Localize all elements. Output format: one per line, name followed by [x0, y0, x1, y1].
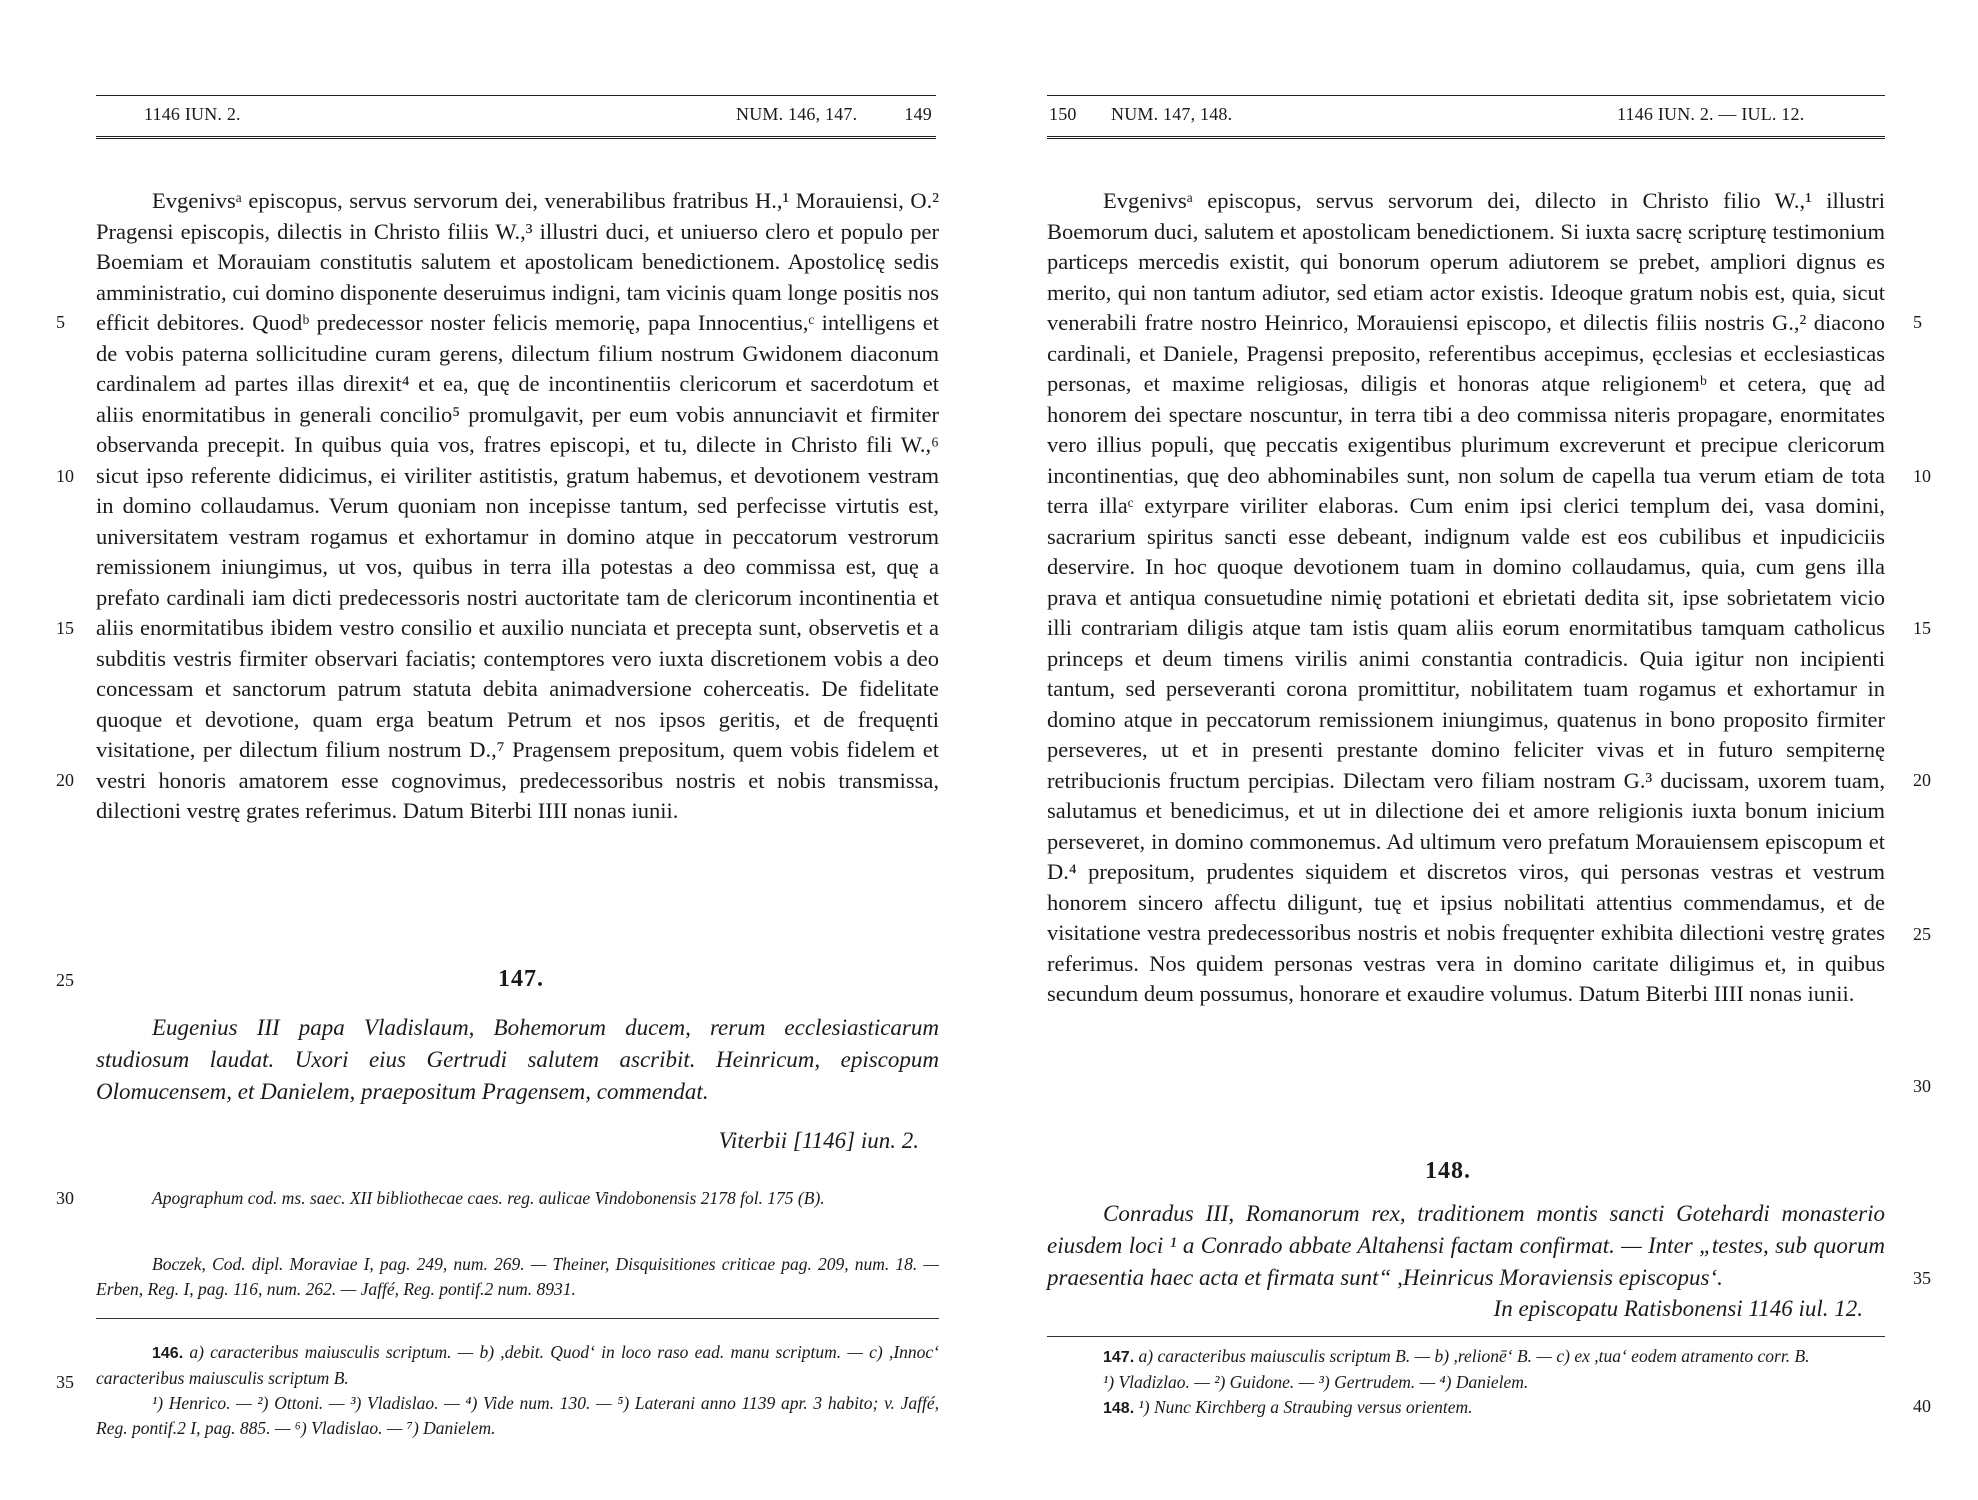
line-number: 40	[1913, 1396, 1931, 1416]
footnote-rule	[96, 1318, 939, 1319]
footnote-rule	[1047, 1336, 1885, 1337]
page-number: 150	[1049, 104, 1077, 124]
factual-note: ¹) Henrico. — ²) Ottoni. — ³) Vladislao. — ⁴) Vide num. 130. — ⁵) Laterani anno 1139 apr. 3 habito; v. Jaffé, Reg. pontif.2 I, pag. 885. — ⁶) Vladislao. — ⁷) Danielem.	[96, 1393, 939, 1438]
regest: Eugenius III papa Vladislaum, Bohemorum ducem, rerum ecclesiasticarum studiosum laudat. Uxori eius Gertrudi salutem ascribit. Heinricum, episcopum Olomucensem, et Danielem, praepositum Pragensem, commendat.	[96, 1015, 939, 1104]
letter-146-body: Evgenivsᵃ episcopus, servus servorum dei, venerabilibus fratribus H.,¹ Morauiensi, O.² Pragensi episcopis, dilectis in Christo filiis W.,³ illustri duci, et uniuerso clero et populo per Boemiam et Morauiam constitutis salutem et apostolicam benedictionem. Apostolicę sedis amministratio, cui domino disponente deseruimus indigni, tam vicinis quam longe positis nos efficit debitores. Quodᵇ predecessor noster felicis memorię, papa Innocentius,ᶜ intelligens et de vobis paterna sollicitudine curam gerens, dilectum filium nostrum Gwidonem diaconum cardinalem ad partes illas direxit⁴ et ea, quę de incontinentiis clericorum et sacerdotum et aliis enormitatibus in generali concilio⁵ promulgavit, per eum vobis annunciavit et firmiter observanda precepit. In quibus quia vos, fratres episcopi, et tu, dilecte in Christo fili W.,⁶ sicut ipso referente didicimus, ei viriliter astitistis, gratum habemus, et devotionem vestram in domino collaudamus. Verum quoniam non incepisse tantum, sed perfecisse virtutis est, universitatem vestram rogamus et exhortamur in domino atque in peccatorum vestrorum remissionem iniungimus, ut vos, quibus in terra illa potestas a deo commissa est, quę a prefato cardinali iam dicti predecessoris nostri auctoritate tam de clericorum incontinentia et aliis enormitatibus ibidem vestro consilio et auxilio nunciata et precepta sunt, observetis et a subditis vestris firmiter observari faciatis; contemptores vero iuxta discretionem vobis a deo concessam et sanctorum patrum statuta debita animadversione coherceatis. De fidelitate quoque et devotione, quam erga beatum Petrum et nos ipsos geritis, et de frequęnti visitatione, per dilectum filium nostrum D.,⁷ Pragensem prepositum, quem vobis fidelem et vestri honoris amatorem esse cognovimus, predecessoribus nostris et nobis transmissa, dilectioni vestrę grates referimus. Datum Biterbi IIII nonas iunii.	[96, 188, 939, 823]
page-number: 149	[904, 104, 932, 124]
running-head-date: 1146 IUN. 2. — IUL. 12.	[1617, 104, 1805, 124]
line-number: 20	[56, 770, 74, 790]
literature-note: Boczek, Cod. dipl. Moraviae I, pag. 249, num. 269. — Theiner, Disquisitiones criticae pag. 209, num. 18. — Erben, Reg. I, pag. 116, num. 262. — Jaffé, Reg. pontif.2 num. 8931.	[96, 1254, 939, 1299]
line-number: 20	[1913, 770, 1931, 790]
factual-note-text: ¹) Nunc Kirchberg a Straubing versus orientem.	[1138, 1397, 1473, 1417]
running-head	[96, 95, 936, 139]
line-number: 10	[1913, 466, 1931, 486]
line-number: 25	[56, 970, 74, 990]
textual-note-text: a) caracteribus maiusculis scriptum. — b) ,debit. Quod‘ in loco raso ead. manu scriptum. — c) ,Innoc‘ caracteribus maiusculis scriptum B.	[96, 1342, 940, 1388]
textual-note-text: a) caracteribus maiusculis scriptum B. — b) ,relionē‘ B. — c) ex ,tua‘ eodem atramento corr. B.	[1138, 1346, 1810, 1366]
document-number: 148.	[1425, 1158, 1471, 1184]
regest: Conradus III, Romanorum rex, traditionem montis sancti Gotehardi monasterio eiusdem loci ¹ a Conrado abbate Altahensi factam confirmat. — Inter „testes, sub quorum praesentia haec acta et firmata sunt“ ,Heinricus Moraviensis episcopus‘.	[1047, 1201, 1885, 1290]
note-label: 148.	[1103, 1400, 1135, 1417]
line-number: 30	[1913, 1076, 1931, 1096]
note-label: 146.	[152, 1345, 184, 1362]
factual-note-148	[1047, 1395, 1885, 1421]
source-note: Apographum cod. ms. saec. XII bibliothecae caes. reg. aulicae Vindobonensis 2178 fol. 175 (B).	[152, 1188, 825, 1208]
footnotes	[1047, 1344, 1885, 1421]
line-number: 35	[56, 1372, 74, 1392]
line-number: 5	[56, 312, 65, 332]
running-head-nums: NUM. 146, 147.	[736, 104, 858, 124]
line-number: 15	[1913, 618, 1931, 638]
document-number: 147.	[498, 966, 544, 992]
right-page	[989, 0, 1978, 1500]
factual-note-147: ¹) Vladizlao. — ²) Guidone. — ³) Gertrudem. — ⁴) Danielem.	[1103, 1372, 1529, 1392]
place-date: Viterbii [1146] iun. 2.	[718, 1128, 919, 1153]
letter-147-body: Evgenivsᵃ episcopus, servus servorum dei, dilecto in Christo filio W.,¹ illustri Boemorum duci, salutem et apostolicam benedictionem. Si iuxta sacrę scripturę testimonium particeps mercedis existit, qui bonorum operum adiutorem se prebet, ampliori dignus es merito, qui non tantum adiutor, sed etiam actor existis. Ideoque gratum nobis est, quia, sicut venerabili fratre nostro Heinrico, Morauiensi episcopo, et dilectis filiis nostris G.,² diacono cardinali, et Daniele, Pragensi preposito, referentibus accepimus, ęcclesias et ecclesiasticas personas, et maxime religiosas, diligis et honoras atque religionemᵇ et cetera, quę ad honorem dei spectare noscuntur, in terra tibi a deo commissa niteris propagare, enormitates vero illius populi, quę peccatis exigentibus plurimum excreverunt et precipue clericorum incontinentias, quę deo abhominabiles sunt, non solum de capella tua verum etiam de tota terra illaᶜ extyrpare viriliter elaboras. Cum enim ipsi clerici templum dei, vasa domini, sacrarium spiritus sancti esse debeant, indignum valde est eos cubilibus et inpudiciciis deservire. In hoc quoque devotionem tuam in domino collaudamus, quia, cum gens illa prava et antiqua consuetudine nimię potationi et ebrietati dedita sit, ipse sobrietatem vicio illi contrariam diligis atque tam istis quam aliis eorum enormitatibus tamquam catholicus princeps et deum timens virilis animi constantia contradicis. Quia igitur non incipienti tantum, sed perseveranti corona promittitur, nobilitatem tuam rogamus et exhortamur in domino atque in peccatorum remissionem iniungimus, quatenus in bono proposito firmiter perseveres, ut et in presenti prestante domino feliciter vivas et in futuro sempiternę retribucionis fructum percipias. Dilectam vero filiam nostram G.³ ducissam, uxorem tuam, salutamus et benedicimus, et ut in dilectione dei et amore religionis iuxta bonum inicium perseveret, in domino commonemus. Ad ultimum vero prefatum Morauiensem episcopum et D.⁴ prepositum, prudentes siquidem et discretos viros, qui personas vestras et vestrum honorem sincero affectu diligunt, tuę et ipsius nobilitati attentius commendamus, et de visitatione vestra predecessoribus nostris et nobis frequęnter exhibita dilectioni vestrę grates referimus. Nos quidem personas vestras vera in domino caritate diligimus et, in quibus secundum deum possumus, honorare et exaudire volumus. Datum Biterbi IIII nonas iunii.	[1047, 188, 1885, 1006]
place-date: In episcopatu Ratisbonensi 1146 iul. 12.	[1493, 1296, 1863, 1321]
line-number: 5	[1913, 312, 1922, 332]
running-head	[1047, 95, 1885, 139]
line-number: 30	[56, 1188, 74, 1208]
running-head-nums: NUM. 147, 148.	[1111, 104, 1233, 124]
running-head-date: 1146 IUN. 2.	[144, 104, 241, 124]
line-number: 15	[56, 618, 74, 638]
textual-note-147	[1047, 1344, 1885, 1370]
note-label: 147.	[1103, 1349, 1135, 1366]
textual-note	[96, 1340, 939, 1391]
line-number: 35	[1913, 1268, 1931, 1288]
footnotes	[96, 1340, 939, 1441]
line-number: 10	[56, 466, 74, 486]
line-number: 25	[1913, 924, 1931, 944]
